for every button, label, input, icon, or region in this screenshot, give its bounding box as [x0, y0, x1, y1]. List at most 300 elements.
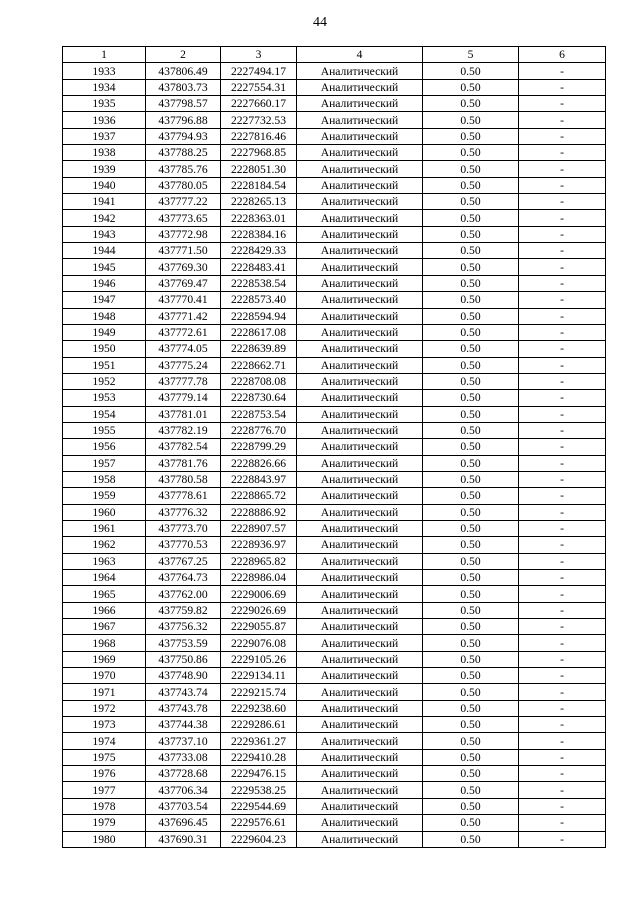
cell-point-number: 1975: [63, 749, 146, 765]
cell-method: Аналитический: [297, 210, 423, 226]
cell-accuracy: 0.50: [423, 128, 519, 144]
table-row: [63, 553, 606, 569]
cell-y-coordinate: 2229134.11: [221, 668, 297, 684]
cell-point-number: 1955: [63, 422, 146, 438]
cell-x-coordinate: 437769.30: [146, 259, 221, 275]
cell-method: Аналитический: [297, 782, 423, 798]
cell-accuracy: 0.50: [423, 651, 519, 667]
cell-method: Аналитический: [297, 668, 423, 684]
cell-x-coordinate: 437781.01: [146, 406, 221, 422]
cell-point-number: 1944: [63, 243, 146, 259]
cell-y-coordinate: 2229006.69: [221, 586, 297, 602]
cell-y-coordinate: 2228573.40: [221, 292, 297, 308]
cell-y-coordinate: 2228865.72: [221, 488, 297, 504]
cell-note: -: [519, 63, 606, 79]
cell-x-coordinate: 437770.53: [146, 537, 221, 553]
cell-y-coordinate: 2228799.29: [221, 439, 297, 455]
column-header-5: 5: [423, 47, 519, 63]
cell-method: Аналитический: [297, 112, 423, 128]
cell-y-coordinate: 2229361.27: [221, 733, 297, 749]
cell-x-coordinate: 437703.54: [146, 798, 221, 814]
cell-accuracy: 0.50: [423, 733, 519, 749]
column-header-4: 4: [297, 47, 423, 63]
cell-accuracy: 0.50: [423, 226, 519, 242]
cell-accuracy: 0.50: [423, 602, 519, 618]
cell-y-coordinate: 2228886.92: [221, 504, 297, 520]
cell-note: -: [519, 700, 606, 716]
cell-method: Аналитический: [297, 455, 423, 471]
cell-note: -: [519, 292, 606, 308]
cell-y-coordinate: 2227968.85: [221, 145, 297, 161]
cell-x-coordinate: 437777.78: [146, 373, 221, 389]
cell-note: -: [519, 749, 606, 765]
cell-point-number: 1935: [63, 96, 146, 112]
cell-y-coordinate: 2229215.74: [221, 684, 297, 700]
cell-x-coordinate: 437806.49: [146, 63, 221, 79]
cell-method: Аналитический: [297, 570, 423, 586]
cell-point-number: 1952: [63, 373, 146, 389]
cell-note: -: [519, 668, 606, 684]
cell-y-coordinate: 2227816.46: [221, 128, 297, 144]
cell-point-number: 1950: [63, 341, 146, 357]
cell-note: -: [519, 390, 606, 406]
cell-y-coordinate: 2228639.89: [221, 341, 297, 357]
cell-y-coordinate: 2229604.23: [221, 831, 297, 847]
cell-method: Аналитический: [297, 798, 423, 814]
cell-accuracy: 0.50: [423, 782, 519, 798]
cell-point-number: 1974: [63, 733, 146, 749]
cell-point-number: 1977: [63, 782, 146, 798]
cell-y-coordinate: 2227732.53: [221, 112, 297, 128]
cell-x-coordinate: 437769.47: [146, 275, 221, 291]
cell-note: -: [519, 324, 606, 340]
table-row: [63, 145, 606, 161]
cell-method: Аналитический: [297, 373, 423, 389]
cell-point-number: 1954: [63, 406, 146, 422]
cell-accuracy: 0.50: [423, 112, 519, 128]
cell-y-coordinate: 2228429.33: [221, 243, 297, 259]
cell-accuracy: 0.50: [423, 749, 519, 765]
table-row: [63, 815, 606, 831]
table-row: [63, 831, 606, 847]
cell-note: -: [519, 112, 606, 128]
cell-accuracy: 0.50: [423, 619, 519, 635]
cell-y-coordinate: 2228936.97: [221, 537, 297, 553]
cell-note: -: [519, 455, 606, 471]
table-row: [63, 406, 606, 422]
table-row: [63, 357, 606, 373]
cell-accuracy: 0.50: [423, 341, 519, 357]
column-header-2: 2: [146, 47, 221, 63]
cell-x-coordinate: 437767.25: [146, 553, 221, 569]
cell-y-coordinate: 2229576.61: [221, 815, 297, 831]
cell-x-coordinate: 437781.76: [146, 455, 221, 471]
cell-accuracy: 0.50: [423, 766, 519, 782]
cell-point-number: 1936: [63, 112, 146, 128]
cell-note: -: [519, 422, 606, 438]
cell-y-coordinate: 2228594.94: [221, 308, 297, 324]
cell-point-number: 1970: [63, 668, 146, 684]
table-row: [63, 308, 606, 324]
cell-accuracy: 0.50: [423, 63, 519, 79]
table-row: [63, 520, 606, 536]
cell-point-number: 1943: [63, 226, 146, 242]
cell-method: Аналитический: [297, 553, 423, 569]
table-row: [63, 651, 606, 667]
cell-point-number: 1938: [63, 145, 146, 161]
table-row: [63, 700, 606, 716]
cell-note: -: [519, 177, 606, 193]
table-row: [63, 275, 606, 291]
cell-note: -: [519, 537, 606, 553]
cell-point-number: 1978: [63, 798, 146, 814]
cell-x-coordinate: 437794.93: [146, 128, 221, 144]
cell-method: Аналитический: [297, 308, 423, 324]
cell-y-coordinate: 2228776.70: [221, 422, 297, 438]
table-row: [63, 177, 606, 193]
cell-accuracy: 0.50: [423, 145, 519, 161]
cell-accuracy: 0.50: [423, 96, 519, 112]
table-row: [63, 292, 606, 308]
cell-y-coordinate: 2228662.71: [221, 357, 297, 373]
cell-method: Аналитический: [297, 831, 423, 847]
table-row: [63, 259, 606, 275]
cell-y-coordinate: 2229538.25: [221, 782, 297, 798]
column-header-3: 3: [221, 47, 297, 63]
table-row: [63, 161, 606, 177]
cell-note: -: [519, 145, 606, 161]
cell-note: -: [519, 815, 606, 831]
table-row: [63, 390, 606, 406]
cell-y-coordinate: 2228384.16: [221, 226, 297, 242]
cell-note: -: [519, 717, 606, 733]
table-row: [63, 128, 606, 144]
cell-point-number: 1962: [63, 537, 146, 553]
cell-method: Аналитический: [297, 79, 423, 95]
cell-note: -: [519, 782, 606, 798]
table-row: [63, 210, 606, 226]
cell-accuracy: 0.50: [423, 259, 519, 275]
cell-point-number: 1972: [63, 700, 146, 716]
cell-point-number: 1939: [63, 161, 146, 177]
table-row: [63, 619, 606, 635]
cell-accuracy: 0.50: [423, 553, 519, 569]
cell-accuracy: 0.50: [423, 798, 519, 814]
cell-method: Аналитический: [297, 259, 423, 275]
cell-accuracy: 0.50: [423, 292, 519, 308]
table-row: [63, 570, 606, 586]
table-row: [63, 602, 606, 618]
cell-x-coordinate: 437798.57: [146, 96, 221, 112]
table-row: [63, 766, 606, 782]
cell-note: -: [519, 308, 606, 324]
cell-point-number: 1941: [63, 194, 146, 210]
cell-y-coordinate: 2228265.13: [221, 194, 297, 210]
cell-method: Аналитический: [297, 324, 423, 340]
table-row: [63, 635, 606, 651]
cell-method: Аналитический: [297, 161, 423, 177]
table-row: [63, 749, 606, 765]
cell-method: Аналитический: [297, 194, 423, 210]
cell-y-coordinate: 2229410.28: [221, 749, 297, 765]
cell-note: -: [519, 194, 606, 210]
cell-x-coordinate: 437743.74: [146, 684, 221, 700]
cell-y-coordinate: 2228617.08: [221, 324, 297, 340]
cell-accuracy: 0.50: [423, 308, 519, 324]
page-number: 44: [313, 15, 327, 30]
cell-x-coordinate: 437782.54: [146, 439, 221, 455]
cell-note: -: [519, 635, 606, 651]
cell-note: -: [519, 651, 606, 667]
cell-method: Аналитический: [297, 586, 423, 602]
coordinates-table: [62, 46, 606, 848]
cell-point-number: 1980: [63, 831, 146, 847]
cell-note: -: [519, 766, 606, 782]
cell-method: Аналитический: [297, 128, 423, 144]
cell-x-coordinate: 437772.98: [146, 226, 221, 242]
cell-x-coordinate: 437753.59: [146, 635, 221, 651]
table-row: [63, 488, 606, 504]
cell-x-coordinate: 437743.78: [146, 700, 221, 716]
cell-accuracy: 0.50: [423, 700, 519, 716]
cell-x-coordinate: 437690.31: [146, 831, 221, 847]
cell-note: -: [519, 439, 606, 455]
table-row: [63, 455, 606, 471]
cell-x-coordinate: 437774.05: [146, 341, 221, 357]
cell-method: Аналитический: [297, 619, 423, 635]
cell-accuracy: 0.50: [423, 406, 519, 422]
cell-note: -: [519, 733, 606, 749]
cell-y-coordinate: 2227554.31: [221, 79, 297, 95]
cell-point-number: 1960: [63, 504, 146, 520]
cell-method: Аналитический: [297, 96, 423, 112]
cell-accuracy: 0.50: [423, 635, 519, 651]
table-row: [63, 684, 606, 700]
cell-accuracy: 0.50: [423, 79, 519, 95]
cell-point-number: 1963: [63, 553, 146, 569]
cell-y-coordinate: 2228986.04: [221, 570, 297, 586]
cell-accuracy: 0.50: [423, 586, 519, 602]
cell-y-coordinate: 2228538.54: [221, 275, 297, 291]
cell-point-number: 1958: [63, 471, 146, 487]
cell-point-number: 1951: [63, 357, 146, 373]
cell-accuracy: 0.50: [423, 439, 519, 455]
table-row: [63, 782, 606, 798]
cell-method: Аналитический: [297, 602, 423, 618]
cell-y-coordinate: 2227494.17: [221, 63, 297, 79]
table-row: [63, 439, 606, 455]
cell-x-coordinate: 437779.14: [146, 390, 221, 406]
column-header-1: 1: [63, 47, 146, 63]
cell-y-coordinate: 2228363.01: [221, 210, 297, 226]
cell-y-coordinate: 2229286.61: [221, 717, 297, 733]
cell-method: Аналитический: [297, 275, 423, 291]
cell-point-number: 1964: [63, 570, 146, 586]
cell-y-coordinate: 2228708.08: [221, 373, 297, 389]
table-row: [63, 422, 606, 438]
cell-note: -: [519, 798, 606, 814]
cell-y-coordinate: 2227660.17: [221, 96, 297, 112]
cell-method: Аналитический: [297, 700, 423, 716]
cell-x-coordinate: 437750.86: [146, 651, 221, 667]
cell-note: -: [519, 619, 606, 635]
cell-accuracy: 0.50: [423, 455, 519, 471]
table-row: [63, 471, 606, 487]
cell-x-coordinate: 437744.38: [146, 717, 221, 733]
cell-x-coordinate: 437764.73: [146, 570, 221, 586]
cell-point-number: 1947: [63, 292, 146, 308]
cell-note: -: [519, 570, 606, 586]
table-row: [63, 96, 606, 112]
cell-method: Аналитический: [297, 226, 423, 242]
cell-y-coordinate: 2228907.57: [221, 520, 297, 536]
cell-x-coordinate: 437796.88: [146, 112, 221, 128]
cell-x-coordinate: 437772.61: [146, 324, 221, 340]
table-row: [63, 194, 606, 210]
cell-method: Аналитический: [297, 63, 423, 79]
cell-note: -: [519, 161, 606, 177]
cell-method: Аналитический: [297, 651, 423, 667]
cell-x-coordinate: 437770.41: [146, 292, 221, 308]
cell-method: Аналитический: [297, 537, 423, 553]
cell-note: -: [519, 79, 606, 95]
table-row: [63, 112, 606, 128]
cell-method: Аналитический: [297, 471, 423, 487]
cell-method: Аналитический: [297, 504, 423, 520]
cell-x-coordinate: 437780.58: [146, 471, 221, 487]
table-row: [63, 373, 606, 389]
cell-x-coordinate: 437775.24: [146, 357, 221, 373]
cell-method: Аналитический: [297, 635, 423, 651]
table-row: [63, 717, 606, 733]
cell-accuracy: 0.50: [423, 471, 519, 487]
cell-accuracy: 0.50: [423, 520, 519, 536]
cell-accuracy: 0.50: [423, 194, 519, 210]
cell-accuracy: 0.50: [423, 815, 519, 831]
cell-method: Аналитический: [297, 357, 423, 373]
cell-x-coordinate: 437771.42: [146, 308, 221, 324]
cell-y-coordinate: 2228051.30: [221, 161, 297, 177]
cell-accuracy: 0.50: [423, 357, 519, 373]
cell-method: Аналитический: [297, 717, 423, 733]
cell-accuracy: 0.50: [423, 831, 519, 847]
table-row: [63, 226, 606, 242]
cell-y-coordinate: 2228753.54: [221, 406, 297, 422]
cell-y-coordinate: 2229238.60: [221, 700, 297, 716]
cell-note: -: [519, 684, 606, 700]
cell-note: -: [519, 831, 606, 847]
cell-point-number: 1976: [63, 766, 146, 782]
cell-x-coordinate: 437706.34: [146, 782, 221, 798]
cell-method: Аналитический: [297, 406, 423, 422]
cell-x-coordinate: 437737.10: [146, 733, 221, 749]
cell-point-number: 1934: [63, 79, 146, 95]
cell-note: -: [519, 488, 606, 504]
table-body: [63, 63, 606, 848]
cell-method: Аналитический: [297, 766, 423, 782]
cell-note: -: [519, 553, 606, 569]
cell-method: Аналитический: [297, 815, 423, 831]
cell-point-number: 1956: [63, 439, 146, 455]
cell-x-coordinate: 437759.82: [146, 602, 221, 618]
table-row: [63, 668, 606, 684]
cell-y-coordinate: 2228843.97: [221, 471, 297, 487]
cell-accuracy: 0.50: [423, 275, 519, 291]
cell-x-coordinate: 437778.61: [146, 488, 221, 504]
cell-x-coordinate: 437780.05: [146, 177, 221, 193]
cell-x-coordinate: 437771.50: [146, 243, 221, 259]
cell-note: -: [519, 504, 606, 520]
cell-x-coordinate: 437773.70: [146, 520, 221, 536]
cell-point-number: 1940: [63, 177, 146, 193]
cell-accuracy: 0.50: [423, 243, 519, 259]
cell-x-coordinate: 437728.68: [146, 766, 221, 782]
cell-method: Аналитический: [297, 488, 423, 504]
cell-x-coordinate: 437733.08: [146, 749, 221, 765]
cell-accuracy: 0.50: [423, 161, 519, 177]
cell-method: Аналитический: [297, 341, 423, 357]
cell-method: Аналитический: [297, 292, 423, 308]
cell-method: Аналитический: [297, 390, 423, 406]
cell-y-coordinate: 2229476.15: [221, 766, 297, 782]
cell-y-coordinate: 2229544.69: [221, 798, 297, 814]
cell-point-number: 1971: [63, 684, 146, 700]
cell-point-number: 1966: [63, 602, 146, 618]
cell-note: -: [519, 471, 606, 487]
cell-point-number: 1968: [63, 635, 146, 651]
cell-note: -: [519, 210, 606, 226]
cell-point-number: 1942: [63, 210, 146, 226]
cell-note: -: [519, 373, 606, 389]
cell-point-number: 1953: [63, 390, 146, 406]
cell-x-coordinate: 437756.32: [146, 619, 221, 635]
table-row: [63, 79, 606, 95]
cell-x-coordinate: 437785.76: [146, 161, 221, 177]
cell-point-number: 1933: [63, 63, 146, 79]
cell-note: -: [519, 341, 606, 357]
cell-y-coordinate: 2228730.64: [221, 390, 297, 406]
cell-note: -: [519, 243, 606, 259]
cell-point-number: 1937: [63, 128, 146, 144]
cell-accuracy: 0.50: [423, 684, 519, 700]
cell-note: -: [519, 586, 606, 602]
cell-accuracy: 0.50: [423, 390, 519, 406]
cell-method: Аналитический: [297, 439, 423, 455]
cell-accuracy: 0.50: [423, 668, 519, 684]
cell-y-coordinate: 2228826.66: [221, 455, 297, 471]
cell-accuracy: 0.50: [423, 504, 519, 520]
cell-x-coordinate: 437762.00: [146, 586, 221, 602]
table-row: [63, 324, 606, 340]
table-row: [63, 537, 606, 553]
cell-accuracy: 0.50: [423, 570, 519, 586]
table-row: [63, 733, 606, 749]
cell-note: -: [519, 128, 606, 144]
cell-y-coordinate: 2228184.54: [221, 177, 297, 193]
table-row: [63, 341, 606, 357]
cell-point-number: 1959: [63, 488, 146, 504]
cell-point-number: 1946: [63, 275, 146, 291]
cell-method: Аналитический: [297, 520, 423, 536]
cell-accuracy: 0.50: [423, 717, 519, 733]
cell-point-number: 1965: [63, 586, 146, 602]
cell-method: Аналитический: [297, 733, 423, 749]
cell-y-coordinate: 2229076.08: [221, 635, 297, 651]
cell-x-coordinate: 437803.73: [146, 79, 221, 95]
cell-accuracy: 0.50: [423, 177, 519, 193]
cell-x-coordinate: 437776.32: [146, 504, 221, 520]
cell-y-coordinate: 2229105.26: [221, 651, 297, 667]
